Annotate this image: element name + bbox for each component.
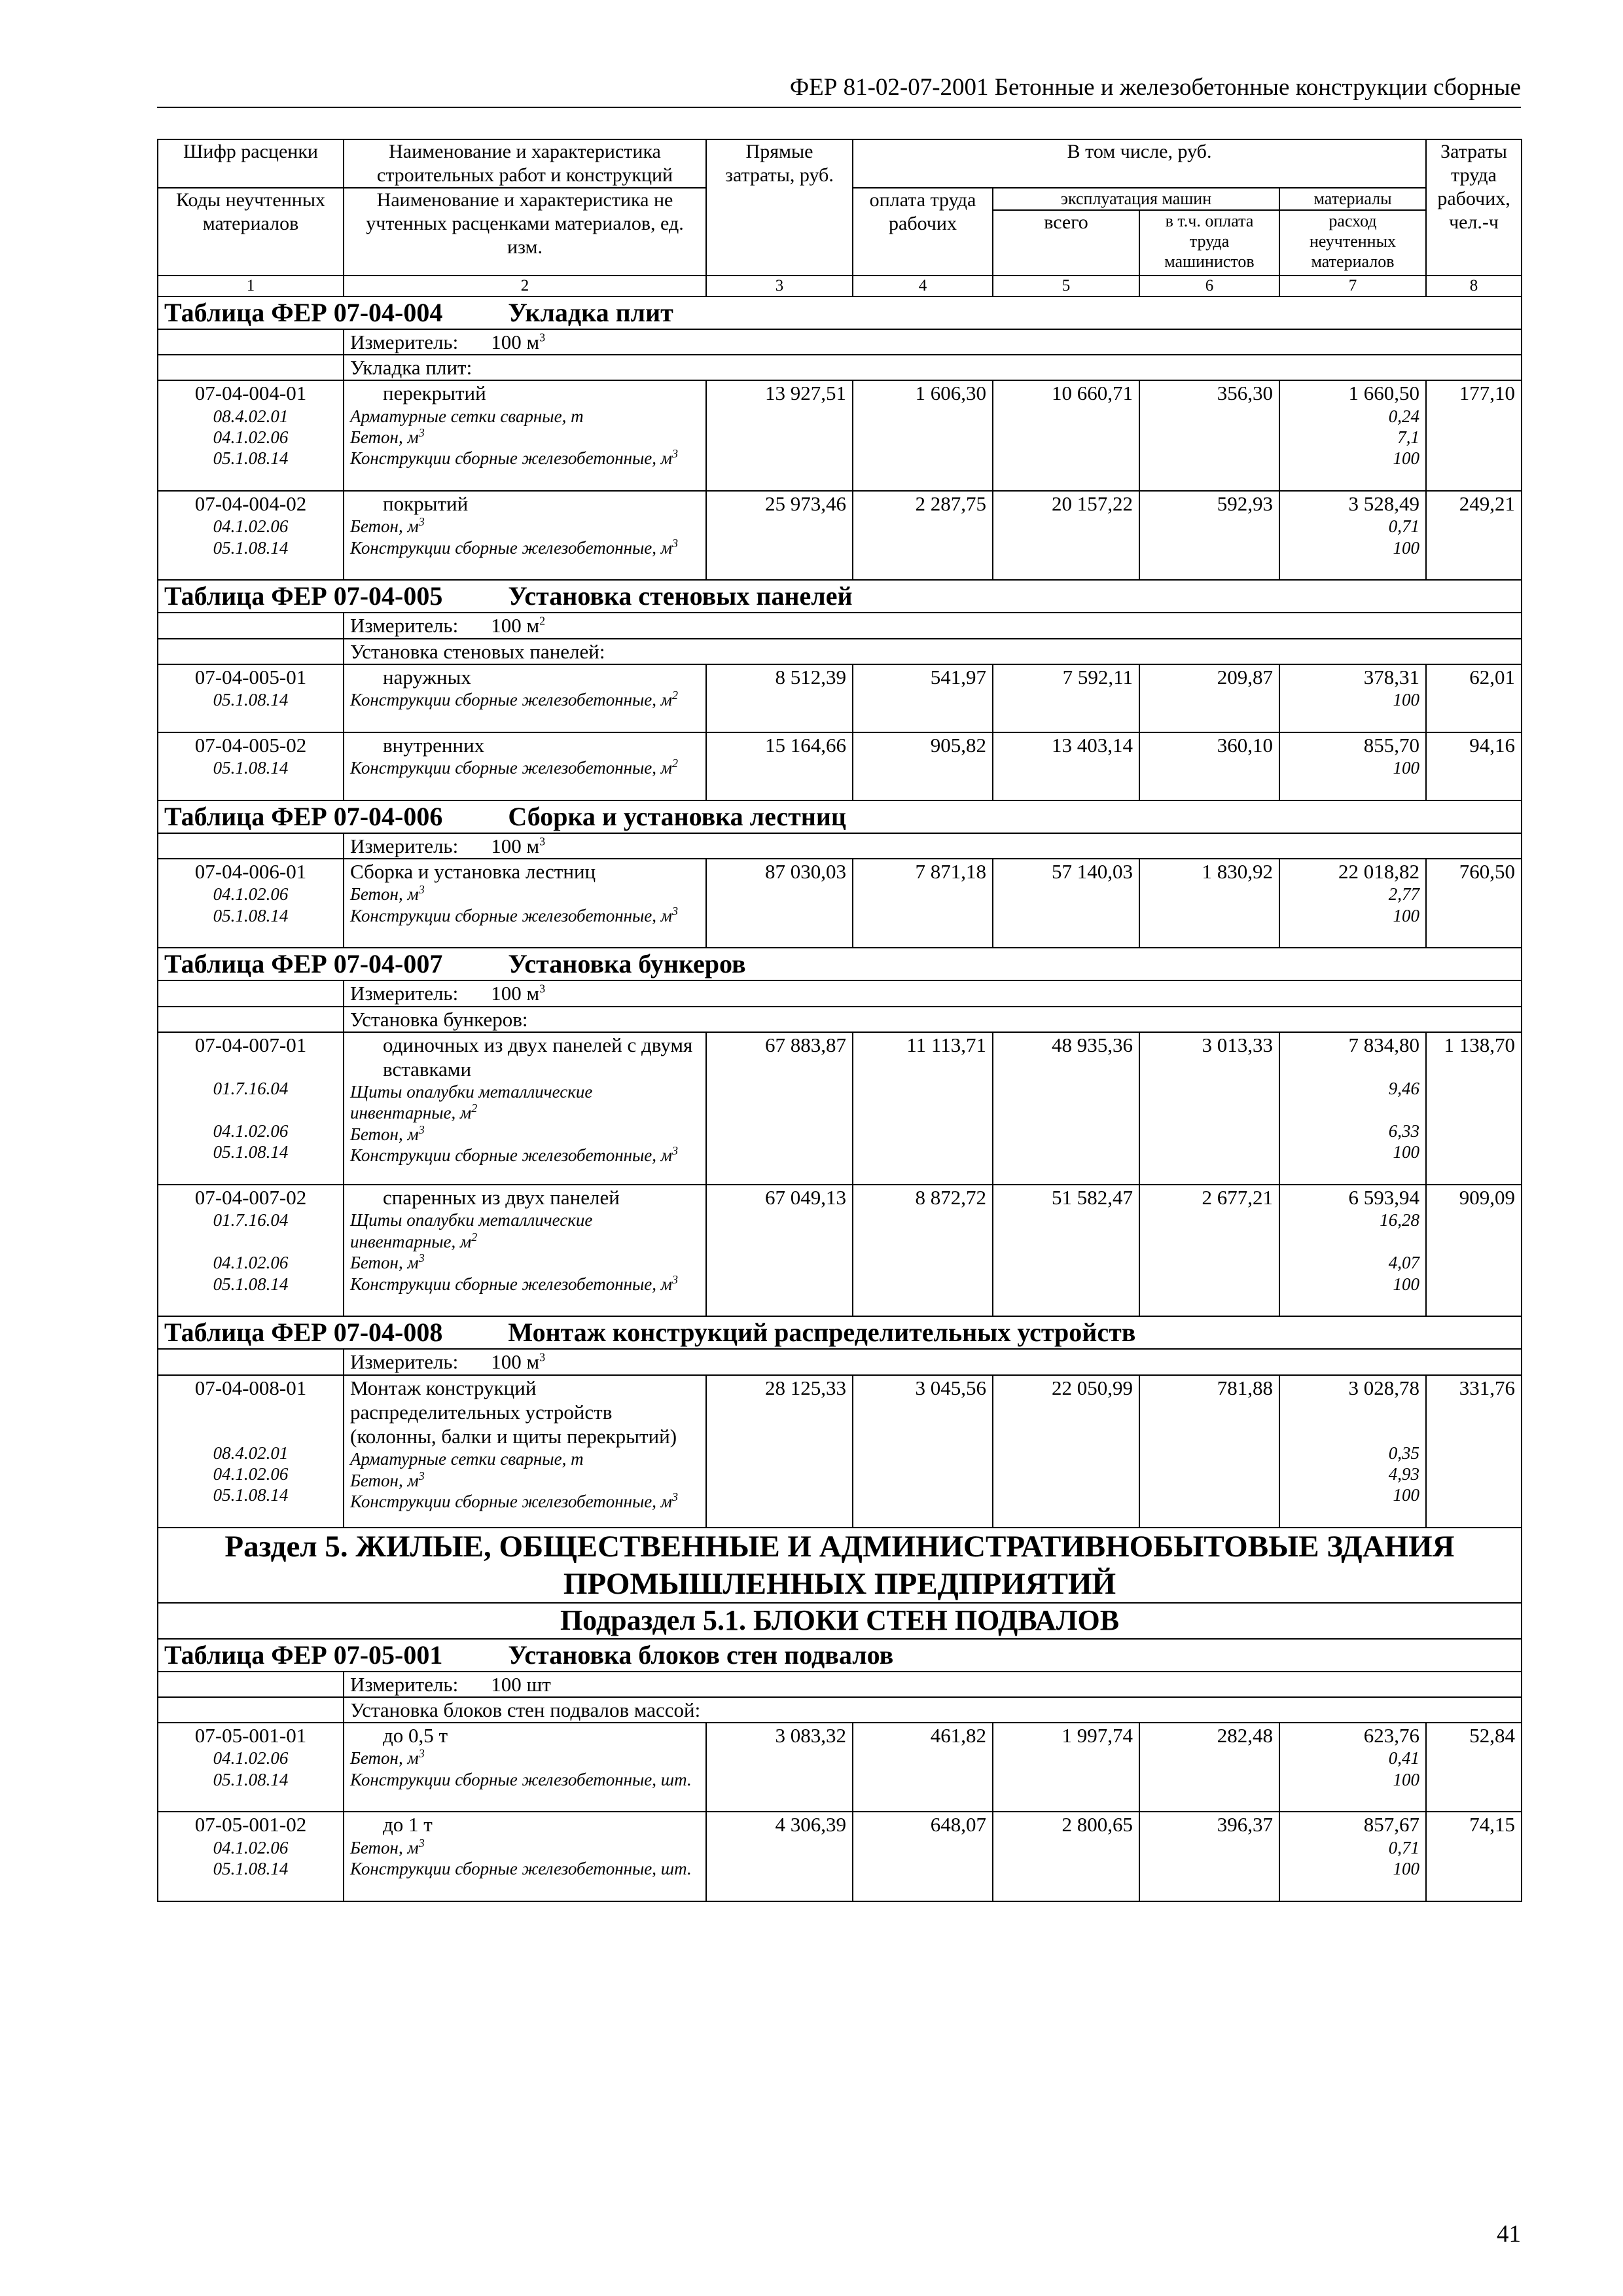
column-number: 4: [853, 276, 993, 296]
table-name: Установка стеновых панелей: [508, 581, 853, 611]
material-code: 04.1.02.06: [213, 1748, 289, 1768]
group-label: Укладка плит:: [344, 355, 1522, 380]
material-code: 05.1.08.14: [213, 758, 289, 778]
subsection-row: [158, 1603, 1522, 1639]
table-title-row: [158, 1639, 1522, 1672]
col-header-name: Наименование и характеристика строительных работ и конструкций: [344, 139, 706, 188]
column-number: 2: [344, 276, 706, 296]
worker-wages: 648,07: [853, 1812, 993, 1901]
machinist-wages: 356,30: [1139, 380, 1279, 491]
table-name: Установка бункеров: [508, 949, 746, 979]
material-code: 04.1.02.06: [213, 516, 289, 537]
material-code: 08.4.02.01: [213, 1443, 289, 1463]
table-row: [158, 1185, 1522, 1316]
material-rate: 100: [1393, 448, 1420, 469]
material-name: Бетон, $м^3$: [350, 1836, 425, 1857]
measure-label: Измеритель:: [350, 982, 459, 1005]
rate-code: 07-05-001-01: [194, 1724, 307, 1748]
material-name: Конструкции сборные железобетонные, $м^3$: [350, 447, 679, 469]
table-code: Таблица ФЕР 07-04-006: [164, 801, 443, 831]
machines-total: 7 592,11: [993, 664, 1139, 732]
material-name: Конструкции сборные железобетонные, шт.: [350, 1859, 692, 1878]
page-number: 41: [1497, 2221, 1521, 2248]
materials-cost: 3 528,49: [1348, 492, 1420, 516]
material-code: 08.4.02.01: [213, 406, 289, 426]
material-code: 01.7.16.04: [213, 1079, 289, 1099]
machinist-wages: 2 677,21: [1139, 1185, 1279, 1316]
work-name: одиночных из двух панелей с двумя вставками: [383, 1033, 693, 1081]
machinist-wages: 1 830,92: [1139, 859, 1279, 948]
table-name: Сборка и установка лестниц: [508, 801, 846, 831]
table-code: Таблица ФЕР 07-04-005: [164, 581, 443, 611]
col-header-material-codes: Коды неучтенных материалов: [158, 188, 344, 276]
table-code: Таблица ФЕР 07-04-007: [164, 949, 443, 979]
material-rate: 100: [1393, 1142, 1420, 1162]
measure-row: [158, 980, 1522, 1006]
machinist-wages: 3 013,33: [1139, 1032, 1279, 1185]
labor-cost: 909,09: [1426, 1185, 1522, 1316]
machines-total: 20 157,22: [993, 491, 1139, 580]
material-code: 05.1.08.14: [213, 1485, 289, 1505]
table-code: Таблица ФЕР 07-04-004: [164, 298, 443, 327]
header-divider: [157, 107, 1521, 108]
rate-code: 07-04-005-01: [194, 665, 307, 689]
measure-row: [158, 613, 1522, 638]
material-name: Конструкции сборные железобетонные, $м^3$: [350, 1144, 679, 1166]
table-name: Установка блоков стен подвалов: [508, 1640, 894, 1670]
rate-code: 07-04-007-01: [194, 1033, 307, 1056]
material-rate: 100: [1393, 758, 1420, 778]
material-code: 04.1.02.06: [213, 1253, 289, 1273]
measure-label: Измеритель:: [350, 1350, 459, 1374]
subsection-title: Подраздел 5.1. БЛОКИ СТЕН ПОДВАЛОВ: [158, 1603, 1522, 1639]
direct-costs: 3 083,32: [706, 1723, 853, 1812]
machinist-wages: 282,48: [1139, 1723, 1279, 1812]
direct-costs: 67 049,13: [706, 1185, 853, 1316]
machines-total: 51 582,47: [993, 1185, 1139, 1316]
material-name: Конструкции сборные железобетонные, $м^2$: [350, 757, 679, 778]
work-name: перекрытий: [383, 382, 486, 405]
material-name: Конструкции сборные железобетонные, $м^3$: [350, 536, 679, 558]
labor-cost: 74,15: [1426, 1812, 1522, 1901]
worker-wages: 541,97: [853, 664, 993, 732]
labor-cost: 94,16: [1426, 732, 1522, 800]
material-rate: 2,77: [1388, 884, 1420, 905]
measure-value: 100 $м^3$: [491, 1350, 546, 1374]
material-name: Конструкции сборные железобетонные, $м^2$: [350, 689, 679, 710]
material-name: Бетон, $м^3$: [350, 1747, 425, 1768]
material-rate: 6,33: [1388, 1121, 1420, 1141]
work-name: Монтаж конструкций распределительных устройств (колонны, балки и щиты перекрытий): [350, 1376, 677, 1448]
material-code: 05.1.08.14: [213, 1769, 289, 1789]
direct-costs: 28 125,33: [706, 1375, 853, 1528]
work-name: покрытий: [383, 492, 469, 516]
machines-total: 10 660,71: [993, 380, 1139, 491]
measure-row: [158, 1672, 1522, 1697]
material-rate: 100: [1393, 1274, 1420, 1294]
materials-cost: 6 593,94: [1348, 1186, 1420, 1210]
col-header-unaccounted-materials: расход неучтенных материалов: [1279, 210, 1426, 276]
material-name: Конструкции сборные железобетонные, шт.: [350, 1769, 692, 1789]
col-header-machines-total: всего: [993, 210, 1139, 276]
column-number: 3: [706, 276, 853, 296]
work-name: до 1 т: [383, 1813, 433, 1837]
section-row: [158, 1528, 1522, 1603]
material-rate: 4,07: [1388, 1253, 1420, 1273]
material-code: 05.1.08.14: [213, 905, 289, 925]
material-code: 05.1.08.14: [213, 690, 289, 710]
material-name: Бетон, $м^3$: [350, 515, 425, 537]
materials-cost: 378,31: [1363, 665, 1420, 689]
measure-value: 100 $м^3$: [491, 982, 546, 1005]
material-code: 05.1.08.14: [213, 1274, 289, 1294]
column-number: 6: [1139, 276, 1279, 296]
group-row: [158, 355, 1522, 380]
col-header-labor: Затраты труда рабочих, чел.-ч: [1426, 139, 1522, 276]
machinist-wages: 360,10: [1139, 732, 1279, 800]
materials-cost: 1 660,50: [1348, 382, 1420, 405]
material-code: 04.1.02.06: [213, 1837, 289, 1857]
material-name: Бетон, $м^3$: [350, 1251, 425, 1273]
material-name: Щиты опалубки металлические инвентарные, $м^2$: [350, 1082, 593, 1123]
machines-total: 22 050,99: [993, 1375, 1139, 1528]
material-name: Бетон, $м^3$: [350, 1122, 425, 1144]
material-code: 05.1.08.14: [213, 1142, 289, 1162]
table-title-row: [158, 580, 1522, 613]
labor-cost: 52,84: [1426, 1723, 1522, 1812]
worker-wages: 8 872,72: [853, 1185, 993, 1316]
measure-row: [158, 833, 1522, 859]
machinist-wages: 592,93: [1139, 491, 1279, 580]
table-row: [158, 732, 1522, 800]
materials-cost: 857,67: [1363, 1813, 1420, 1837]
material-rate: 9,46: [1388, 1079, 1420, 1099]
group-row: [158, 639, 1522, 664]
material-code: 04.1.02.06: [213, 427, 289, 447]
labor-cost: 760,50: [1426, 859, 1522, 948]
material-name: Бетон, $м^3$: [350, 883, 425, 905]
col-header-material-names: Наименование и характеристика не учтенных расценками материалов, ед. изм.: [344, 188, 706, 276]
table-row: [158, 1812, 1522, 1901]
worker-wages: 3 045,56: [853, 1375, 993, 1528]
measure-row: [158, 1349, 1522, 1374]
machines-total: 48 935,36: [993, 1032, 1139, 1185]
table-name: Укладка плит: [508, 298, 673, 327]
measure-label: Измеритель:: [350, 614, 459, 637]
table-row: [158, 380, 1522, 491]
work-name: спаренных из двух панелей: [383, 1186, 620, 1210]
machinist-wages: 209,87: [1139, 664, 1279, 732]
col-header-including: В том числе, руб.: [853, 139, 1426, 188]
material-rate: 0,71: [1388, 1837, 1420, 1857]
table-row: [158, 1723, 1522, 1812]
worker-wages: 905,82: [853, 732, 993, 800]
measure-value: 100 шт: [491, 1672, 551, 1696]
work-name: наружных: [383, 665, 471, 689]
material-code: 05.1.08.14: [213, 1859, 289, 1878]
worker-wages: 1 606,30: [853, 380, 993, 491]
col-header-machines: эксплуатация машин: [993, 188, 1279, 210]
material-name: Конструкции сборные железобетонные, $м^3$: [350, 904, 679, 925]
material-code: 04.1.02.06: [213, 1463, 289, 1484]
col-header-materials: материалы: [1279, 188, 1426, 210]
rate-code: 07-04-008-01: [194, 1376, 307, 1399]
material-name: Арматурные сетки сварные, т: [350, 406, 584, 426]
direct-costs: 67 883,87: [706, 1032, 853, 1185]
col-header-machinist-wages: в т.ч. оплата труда машинистов: [1139, 210, 1279, 276]
column-number: 1: [158, 276, 344, 296]
page-header-title: ФЕР 81-02-07-2001 Бетонные и железобетонные конструкции сборные: [789, 74, 1521, 101]
work-name: внутренних: [383, 733, 485, 757]
table-row: [158, 1032, 1522, 1185]
col-header-direct-costs: Прямые затраты, руб.: [706, 139, 853, 276]
table-title-row: [158, 296, 1522, 329]
group-label: Установка стеновых панелей:: [344, 639, 1522, 664]
group-row: [158, 1007, 1522, 1032]
measure-label: Измеритель:: [350, 1672, 459, 1696]
rate-code: 07-04-004-02: [194, 492, 307, 516]
material-code: 01.7.16.04: [213, 1210, 289, 1230]
col-header-wages: оплата труда рабочих: [853, 188, 993, 276]
table-title-row: [158, 800, 1522, 833]
column-number: 5: [993, 276, 1139, 296]
table-name: Монтаж конструкций распределительных устройств: [508, 1318, 1136, 1348]
material-name: Конструкции сборные железобетонные, $м^3$: [350, 1272, 679, 1294]
materials-cost: 3 028,78: [1348, 1376, 1420, 1399]
direct-costs: 87 030,03: [706, 859, 853, 948]
machines-total: 57 140,03: [993, 859, 1139, 948]
rate-code: 07-04-006-01: [194, 859, 307, 883]
material-rate: 0,35: [1388, 1443, 1420, 1463]
labor-cost: 249,21: [1426, 491, 1522, 580]
material-rate: 0,24: [1388, 406, 1420, 426]
rate-code: 07-04-004-01: [194, 382, 307, 405]
worker-wages: 2 287,75: [853, 491, 993, 580]
work-name: до 0,5 т: [383, 1724, 448, 1748]
labor-cost: 1 138,70: [1426, 1032, 1522, 1185]
direct-costs: 8 512,39: [706, 664, 853, 732]
machines-total: 13 403,14: [993, 732, 1139, 800]
table-code: Таблица ФЕР 07-04-008: [164, 1318, 443, 1348]
labor-cost: 177,10: [1426, 380, 1522, 491]
labor-cost: 62,01: [1426, 664, 1522, 732]
rate-code: 07-05-001-02: [194, 1813, 307, 1837]
table-code: Таблица ФЕР 07-05-001: [164, 1640, 443, 1670]
direct-costs: 13 927,51: [706, 380, 853, 491]
measure-row: [158, 329, 1522, 355]
col-header-code: Шифр расценки: [158, 139, 344, 188]
table-row: [158, 859, 1522, 948]
price-table: [157, 139, 1522, 1902]
material-rate: 0,41: [1388, 1748, 1420, 1768]
material-name: Щиты опалубки металлические инвентарные, $м^2$: [350, 1210, 593, 1251]
rate-code: 07-04-005-02: [194, 733, 307, 757]
machines-total: 1 997,74: [993, 1723, 1139, 1812]
column-number: 7: [1279, 276, 1426, 296]
column-number: 8: [1426, 276, 1522, 296]
machinist-wages: 781,88: [1139, 1375, 1279, 1528]
material-rate: 100: [1393, 905, 1420, 925]
work-name: Сборка и установка лестниц: [350, 859, 596, 883]
table-row: [158, 491, 1522, 580]
measure-value: 100 $м^3$: [491, 331, 546, 353]
machinist-wages: 396,37: [1139, 1812, 1279, 1901]
material-name: Бетон, $м^3$: [350, 1469, 425, 1490]
material-rate: 100: [1393, 537, 1420, 558]
worker-wages: 11 113,71: [853, 1032, 993, 1185]
material-code: 04.1.02.06: [213, 884, 289, 905]
material-rate: 100: [1393, 1769, 1420, 1789]
material-rate: 100: [1393, 1859, 1420, 1878]
machines-total: 2 800,65: [993, 1812, 1139, 1901]
table-row: [158, 664, 1522, 732]
material-rate: 100: [1393, 1485, 1420, 1505]
group-label: Установка блоков стен подвалов массой:: [344, 1697, 1522, 1723]
material-code: 04.1.02.06: [213, 1121, 289, 1141]
measure-label: Измеритель:: [350, 331, 459, 353]
measure-label: Измеритель:: [350, 834, 459, 857]
rate-code: 07-04-007-02: [194, 1186, 307, 1210]
materials-cost: 623,76: [1363, 1724, 1420, 1748]
direct-costs: 25 973,46: [706, 491, 853, 580]
table-row: [158, 1375, 1522, 1528]
material-name: Бетон, $м^3$: [350, 425, 425, 447]
material-rate: 0,71: [1388, 516, 1420, 537]
table-title-row: [158, 948, 1522, 980]
direct-costs: 15 164,66: [706, 732, 853, 800]
labor-cost: 331,76: [1426, 1375, 1522, 1528]
material-name: Конструкции сборные железобетонные, $м^3$: [350, 1490, 679, 1511]
materials-cost: 855,70: [1363, 733, 1420, 757]
measure-value: 100 $м^3$: [491, 834, 546, 857]
material-code: 05.1.08.14: [213, 537, 289, 558]
material-rate: 4,93: [1388, 1463, 1420, 1484]
material-rate: 100: [1393, 690, 1420, 710]
material-rate: 7,1: [1397, 427, 1420, 447]
worker-wages: 461,82: [853, 1723, 993, 1812]
worker-wages: 7 871,18: [853, 859, 993, 948]
direct-costs: 4 306,39: [706, 1812, 853, 1901]
material-rate: 16,28: [1380, 1210, 1420, 1230]
measure-value: 100 $м^2$: [491, 614, 546, 637]
group-row: [158, 1697, 1522, 1723]
material-name: Арматурные сетки сварные, т: [350, 1449, 584, 1469]
material-code: 05.1.08.14: [213, 448, 289, 469]
materials-cost: 22 018,82: [1338, 859, 1420, 883]
materials-cost: 7 834,80: [1348, 1033, 1420, 1056]
table-title-row: [158, 1316, 1522, 1349]
section-title: Раздел 5. ЖИЛЫЕ, ОБЩЕСТВЕННЫЕ И АДМИНИСТРАТИВНОБЫТОВЫЕ ЗДАНИЯ ПРОМЫШЛЕННЫХ ПРЕДПРИЯТИЙ: [158, 1528, 1522, 1603]
group-label: Установка бункеров:: [344, 1007, 1522, 1032]
